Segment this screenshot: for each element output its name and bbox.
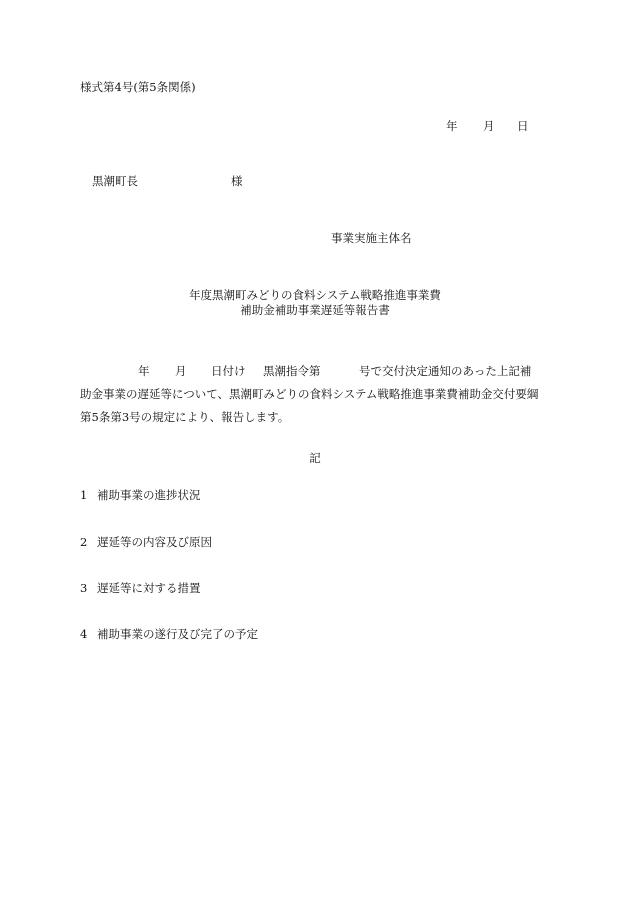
item-number: 4 <box>80 627 88 641</box>
body-line-3: 第5条第3号の規定により、報告します。 <box>80 410 290 424</box>
date-day-label: 日 <box>517 119 529 133</box>
ref-notice-label: 黒潮指令第 <box>263 364 321 378</box>
document-title-line-1: 年度黒潮町みどりの食料システム戦略推進事業費 <box>189 288 441 302</box>
addressee-title: 黒潮町長 <box>92 174 138 188</box>
item-number: 3 <box>80 581 88 595</box>
ref-month-label: 月 <box>175 364 187 378</box>
ref-dated-label: 日付け <box>211 364 246 378</box>
item-label: 遅延等の内容及び原因 <box>97 535 212 549</box>
item-label: 補助事業の遂行及び完了の予定 <box>97 627 258 641</box>
ki-heading: 記 <box>309 451 321 465</box>
list-item <box>80 537 212 549</box>
date-year-label: 年 <box>446 119 458 133</box>
form-number: 様式第4号(第5条関係) <box>80 80 196 94</box>
body-line-1-rest: 号で交付決定通知のあった上記補 <box>359 364 532 378</box>
ref-year-label: 年 <box>138 364 150 378</box>
item-number: 2 <box>80 535 88 549</box>
date-line <box>446 121 529 133</box>
body-line-2: 助金事業の遅延等について、黒潮町みどりの食料システム戦略推進事業費補助金交付要綱 <box>80 387 539 401</box>
date-month-label: 月 <box>483 119 495 133</box>
addressee-honorific: 様 <box>231 174 243 188</box>
body-line-1 <box>138 366 531 378</box>
list-item <box>80 490 201 502</box>
item-label: 補助事業の進捗状況 <box>97 488 201 502</box>
document-title-line-2: 補助金補助事業遅延等報告書 <box>240 303 390 317</box>
list-item <box>80 583 201 595</box>
list-item <box>80 629 258 641</box>
applicant-label: 事業実施主体名 <box>331 231 412 245</box>
item-label: 遅延等に対する措置 <box>97 581 201 595</box>
item-number: 1 <box>80 488 88 502</box>
addressee <box>92 176 243 188</box>
